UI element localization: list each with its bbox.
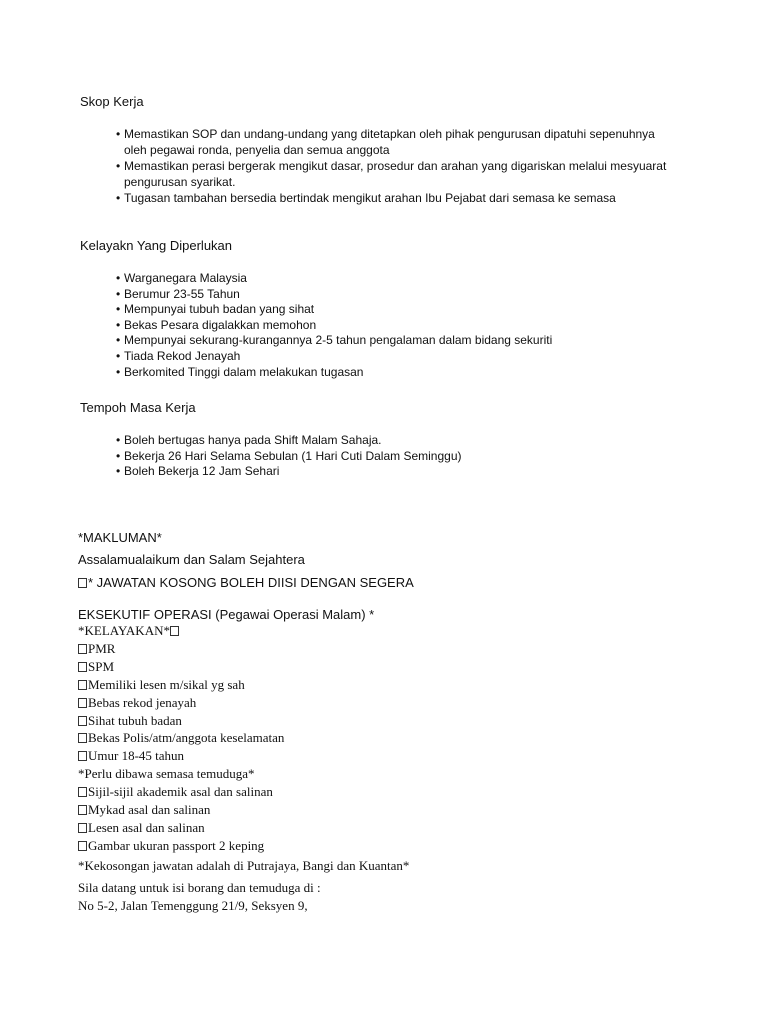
checkbox-icon — [170, 626, 179, 636]
list-item: • Memastikan SOP dan undang-undang yang ditetapkan oleh pihak pengurusan dipatuhi sepenuhnya oleh pegawai ronda, penyelia dan semua anggota — [80, 127, 670, 158]
checkbox-icon — [78, 751, 87, 761]
checkbox-icon — [78, 733, 87, 743]
list-item: • Mempunyai sekurang-kurangannya 2-5 tahun pengalaman dalam bidang sekuriti — [80, 333, 670, 349]
checkbox-icon — [78, 680, 87, 690]
skop-list — [80, 127, 670, 207]
list-item: • Bekerja 26 Hari Selama Sebulan (1 Hari Cuti Dalam Seminggu) — [80, 449, 670, 465]
kelayakan-list — [80, 271, 670, 380]
dibawa-label: *Perlu dibawa semasa temuduga* — [78, 766, 255, 782]
list-item: Lesen asal dan salinan — [78, 819, 284, 837]
list-item: • Boleh bertugas hanya pada Shift Malam Sahaja. — [80, 433, 670, 449]
position-title: EKSEKUTIF OPERASI (Pegawai Operasi Malam) * — [78, 607, 375, 622]
jawatan-line — [78, 575, 414, 590]
list-item: • Mempunyai tubuh badan yang sihat — [80, 302, 670, 318]
list-item: • Tiada Rekod Jenayah — [80, 349, 670, 365]
makluman-title: *MAKLUMAN* — [78, 530, 162, 545]
list-item: • Tugasan tambahan bersedia bertindak mengikut arahan Ibu Pejabat dari semasa ke semasa — [80, 191, 670, 207]
checkbox-icon — [78, 841, 87, 851]
tempoh-heading: Tempoh Masa Kerja — [80, 400, 196, 415]
kelayakan-heading: Kelayakn Yang Diperlukan — [80, 238, 233, 253]
list-item: Bebas rekod jenayah — [78, 694, 284, 712]
list-item: • Bekas Pesara digalakkan memohon — [80, 318, 670, 334]
list-item: • Warganegara Malaysia — [80, 271, 670, 287]
kelayakan-label: *KELAYAKAN* — [78, 622, 284, 640]
list-item: • Berumur 23-55 Tahun — [80, 287, 670, 303]
list-item: • Berkomited Tinggi dalam melakukan tugasan — [80, 365, 670, 381]
list-item: Sihat tubuh badan — [78, 712, 284, 730]
list-item: Memiliki lesen m/sikal yg sah — [78, 676, 284, 694]
list-item: • Boleh Bekerja 12 Jam Sehari — [80, 464, 670, 480]
checkbox-icon — [78, 698, 87, 708]
list-item: Bekas Polis/atm/anggota keselamatan — [78, 729, 284, 747]
list-item: Umur 18-45 tahun — [78, 747, 284, 765]
list-item: Mykad asal dan salinan — [78, 801, 284, 819]
checkbox-icon — [78, 644, 87, 654]
makluman-greeting: Assalamualaikum dan Salam Sejahtera — [78, 552, 305, 567]
list-item: • Memastikan perasi bergerak mengikut dasar, prosedur dan arahan yang digariskan melalui mesyuarat pengurusan syarikat. — [80, 159, 670, 190]
list-item: Sijil-sijil akademik asal dan salinan — [78, 783, 284, 801]
checkbox-icon — [78, 787, 87, 797]
kekosongan-text: *Kekosongan jawatan adalah di Putrajaya, Bangi dan Kuantan* — [78, 858, 410, 873]
checkbox-icon — [78, 716, 87, 726]
list-item: SPM — [78, 658, 284, 676]
skop-heading: Skop Kerja — [80, 94, 144, 109]
list-item: PMR — [78, 640, 284, 658]
list-item: Gambar ukuran passport 2 keping — [78, 837, 284, 855]
sila-text: Sila datang untuk isi borang dan temuduga di : — [78, 880, 321, 895]
jawatan-text: * JAWATAN KOSONG BOLEH DIISI DENGAN SEGERA — [88, 575, 414, 590]
checkbox-icon — [78, 823, 87, 833]
alamat-text: No 5-2, Jalan Temenggung 21/9, Seksyen 9, — [78, 898, 308, 913]
checkbox-icon — [78, 662, 87, 672]
tempoh-list — [80, 433, 670, 480]
kelayakan-block — [78, 622, 284, 855]
checkbox-icon — [78, 805, 87, 815]
checkbox-icon — [78, 578, 87, 588]
